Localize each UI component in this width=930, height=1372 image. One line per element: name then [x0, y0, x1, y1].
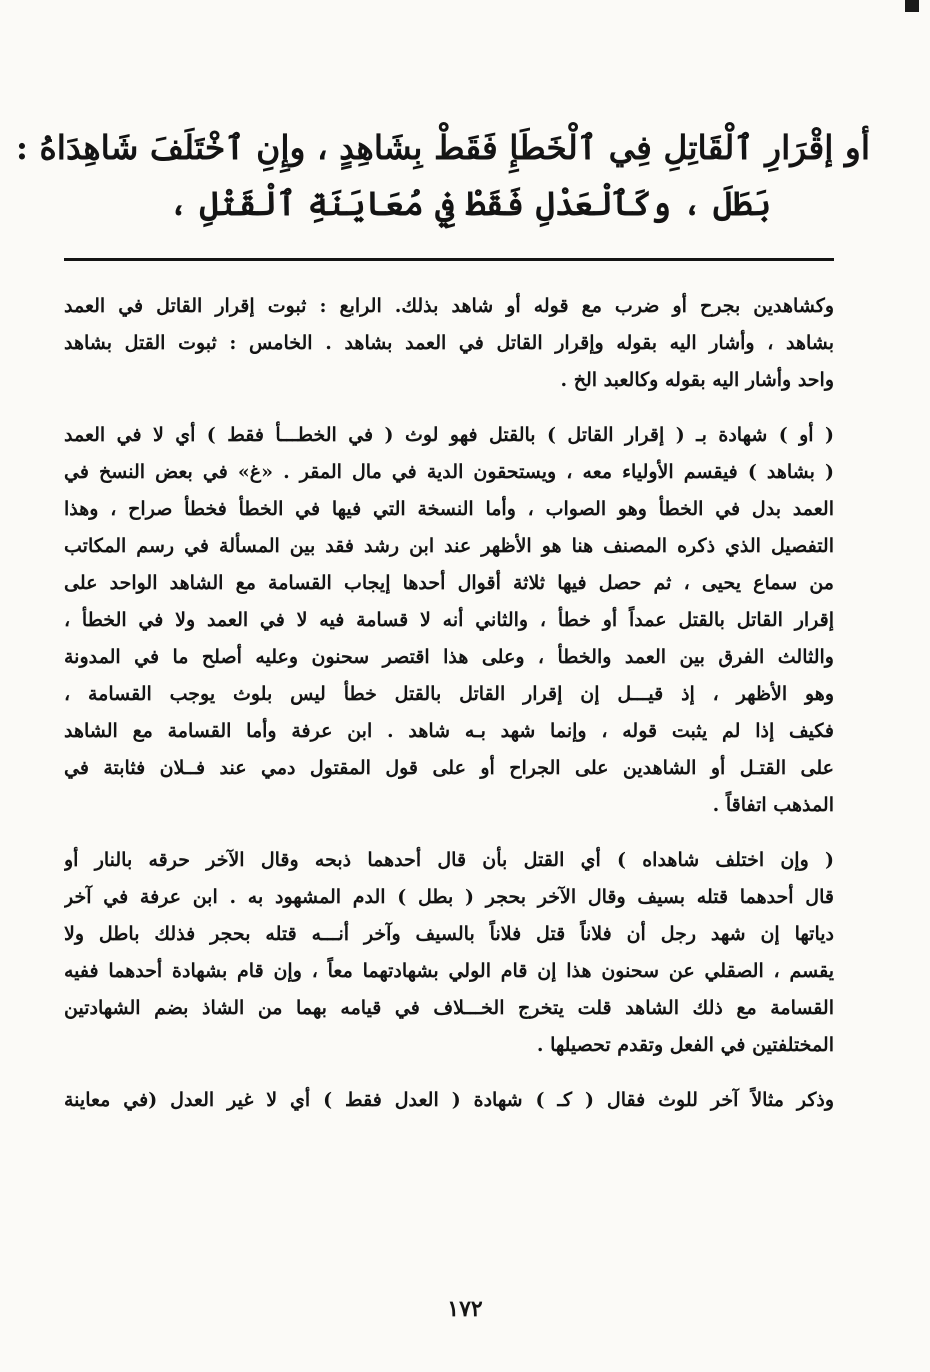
commentary-body [64, 288, 834, 1137]
matn-line: بَطَلَ ، وكَٱلْعَدْلِ فَقَطْ فِي مُعَايَنَةِ ٱلْقَتْلِ ، [168, 184, 772, 223]
text-line: ( وإن اختلف شاهداه ) أي القتل بأن قال أحدهما ذبحه وقال الآخر حرقه بالنار أو [64, 849, 834, 871]
text-line: يقسم ، الصقلي عن سحنون هذا إن قام الولي بشهادتهما معاً ، وإن قام بشهادة أحدهما ففيه [64, 960, 834, 982]
scan-corner-mark [905, 0, 919, 12]
text-line: التفصيل الذي ذكره المصنف هنا هو الأظهر عند ابن رشد فقد بين المسألة في رسم المكاتب [64, 535, 834, 557]
text-line: وهو الأظهر ، إذ قيـــل إن إقرار القاتل بالقتل خطأ ليس بلوث يوجب القسامة ، [64, 683, 834, 705]
commentary-paragraph [64, 1082, 834, 1119]
text-line: المذهب اتفاقاً . [712, 794, 834, 816]
commentary-paragraph [64, 288, 834, 399]
text-line: العمد بدل في الخطأ وهو الصواب ، وأما النسخة التي فيها في الخطأ فخطأ صراح ، وهذا [64, 498, 834, 520]
text-line: من سماع يحيى ، ثم حصل فيها ثلاثة أقوال أحدها إيجاب القسامة مع الشاهد الواحد على [64, 572, 834, 594]
text-line: قال أحدهما قتله بسيف وقال الآخر بحجر ( بطل ) الدم المشهود به . ابن عرفة في آخر [64, 886, 834, 908]
text-line: دياتها إن شهد رجل أن فلاناً قتل فلاناً بالسيف وآخر أنـــه قتله بحجر فذلك باطل ولا [64, 923, 834, 945]
text-line: بشاهد ، وأشار اليه بقوله وإقرار القاتل في العمد بشاهد . الخامس : ثبوت القتل بشاهد [64, 332, 834, 354]
matn-line: أو إقْرَارِ ٱلْقَاتِلِ فِي ٱلْخَطَإِ فَقَطْ بِشَاهِدٍ ، وإِنِ ٱخْتَلَفَ شَاهِدَاهُ : [15, 128, 870, 167]
text-line: ( أو ) شهادة بـ ( إقرار القاتل ) بالقتل فهو لوث ( في الخطـــأ فقط ) أي لا في العمد [64, 424, 834, 446]
text-line: فكيف إذا لم يثبت قوله ، وإنما شهد بـه شاهد . ابن عرفة وأما القسامة مع الشاهد [64, 720, 834, 742]
text-line: إقرار القاتل بالقتل عمداً أو خطأ ، والثاني أنه لا قسامة فيه لا في العمد ولا في الخطأ ، [64, 609, 834, 631]
divider-rule [64, 258, 834, 261]
commentary-paragraph [64, 417, 834, 824]
page-number: ١٧٢ [447, 1296, 483, 1322]
text-line: وكشاهدين بجرح أو ضرب مع قوله أو شاهد بذلك. الرابع : ثبوت إقرار القاتل في العمد [64, 295, 834, 317]
text-line: المختلفتين في الفعل وتقدم تحصيلها . [536, 1034, 834, 1056]
text-line: واحد وأشار اليه بقوله وكالعبد الخ . [560, 369, 834, 391]
text-line: وذكر مثالاً آخر للوث فقال ( كـ ) شهادة ( العدل فقط ) أي لا غير العدل (في معاينة [64, 1089, 834, 1111]
text-line: على القتـل أو الشاهدين على الجراح أو على قول المقتول دمي عند فــلان فثابتة في [64, 757, 834, 779]
matn-heading [15, 120, 870, 232]
text-line: والثالث الفرق بين العمد والخطأ ، وعلى هذا اقتصر سحنون وعليه أصلح ما في المدونة [64, 646, 834, 668]
commentary-paragraph [64, 842, 834, 1064]
text-line: ( بشاهد ) فيقسم الأولياء معه ، ويستحقون الدية في مال المقر . «غ» في بعض النسخ في [64, 461, 834, 483]
text-line: القسامة مع ذلك الشاهد قلت يتخرج الخـــلاف في قيامه بهما من الشاذ بضم الشهادتين [64, 997, 834, 1019]
